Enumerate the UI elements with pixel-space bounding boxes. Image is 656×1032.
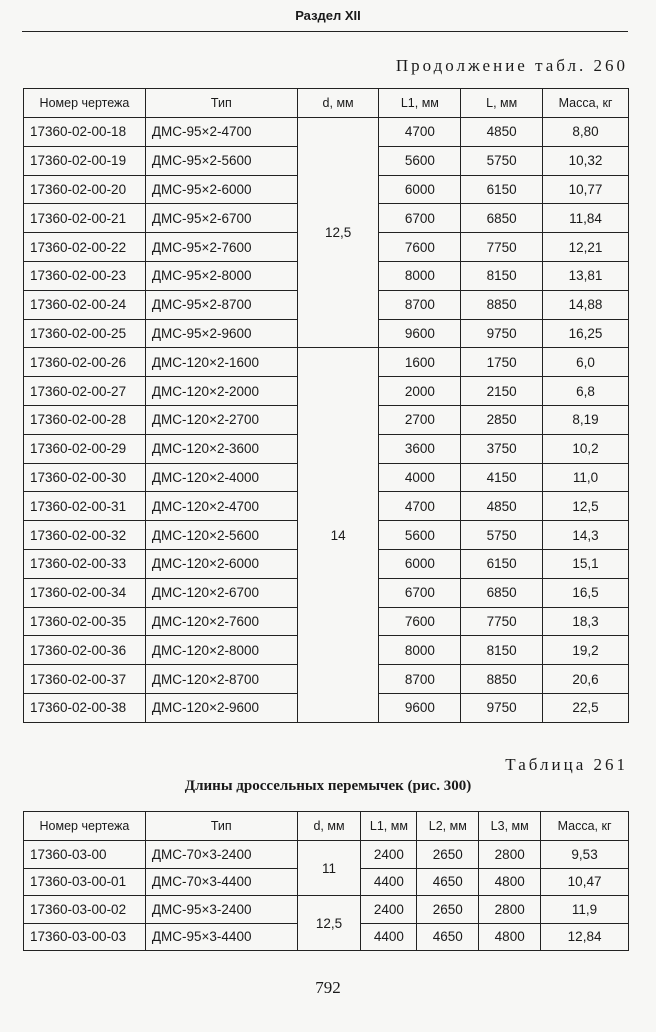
table-260 [23,88,629,723]
drawing-number-cell: 17360-02-00-27 [24,377,146,406]
value-cell: 6000 [379,549,461,578]
type-cell: ДМС-120×2-1600 [145,348,297,377]
diameter-cell: 12,5 [297,118,379,348]
value-cell: 5750 [461,146,543,175]
table-261-title: Длины дроссельных перемычек (рис. 300) [184,778,472,794]
type-cell: ДМС-120×2-4000 [145,463,297,492]
drawing-number-cell: 17360-03-00 [24,841,146,869]
value-cell: 19,2 [543,636,629,665]
value-cell: 8000 [379,261,461,290]
value-cell: 8700 [379,290,461,319]
value-cell: 4400 [361,923,417,951]
value-cell: 7750 [461,233,543,262]
drawing-number-cell: 17360-02-00-24 [24,290,146,319]
column-header: Тип [145,812,297,841]
table-row [24,896,629,924]
value-cell: 13,81 [543,261,629,290]
value-cell: 12,5 [543,492,629,521]
drawing-number-cell: 17360-03-00-02 [24,896,146,924]
type-cell: ДМС-120×2-9600 [145,693,297,722]
value-cell: 7600 [379,233,461,262]
value-cell: 9,53 [541,841,629,869]
column-header: d, мм [297,89,379,118]
column-header: Масса, кг [541,812,629,841]
value-cell: 4150 [461,463,543,492]
page-number: 792 [315,978,341,997]
drawing-number-cell: 17360-02-00-35 [24,607,146,636]
value-cell: 2650 [417,896,479,924]
column-header: L1, мм [379,89,461,118]
type-cell: ДМС-95×3-4400 [145,923,297,951]
drawing-number-cell: 17360-02-00-28 [24,405,146,434]
value-cell: 6700 [379,204,461,233]
type-cell: ДМС-120×2-6700 [145,578,297,607]
type-cell: ДМС-120×2-7600 [145,607,297,636]
value-cell: 10,47 [541,868,629,896]
column-header: Номер чертежа [24,89,146,118]
drawing-number-cell: 17360-03-00-03 [24,923,146,951]
drawing-number-cell: 17360-02-00-32 [24,521,146,550]
type-cell: ДМС-120×2-6000 [145,549,297,578]
value-cell: 5600 [379,146,461,175]
value-cell: 1600 [379,348,461,377]
table-header-row [24,812,629,841]
type-cell: ДМС-95×2-5600 [145,146,297,175]
value-cell: 9600 [379,693,461,722]
type-cell: ДМС-95×2-6000 [145,175,297,204]
column-header: Масса, кг [543,89,629,118]
column-header: L3, мм [479,812,541,841]
value-cell: 14,3 [543,521,629,550]
value-cell: 6000 [379,175,461,204]
value-cell: 5750 [461,521,543,550]
section-title: Раздел XII [295,8,361,23]
value-cell: 7750 [461,607,543,636]
value-cell: 8,80 [543,118,629,147]
value-cell: 6850 [461,578,543,607]
value-cell: 6150 [461,175,543,204]
value-cell: 14,88 [543,290,629,319]
drawing-number-cell: 17360-02-00-37 [24,665,146,694]
value-cell: 1750 [461,348,543,377]
value-cell: 6,0 [543,348,629,377]
value-cell: 18,3 [543,607,629,636]
value-cell: 11,84 [543,204,629,233]
drawing-number-cell: 17360-02-00-19 [24,146,146,175]
value-cell: 16,25 [543,319,629,348]
drawing-number-cell: 17360-02-00-36 [24,636,146,665]
value-cell: 2850 [461,405,543,434]
value-cell: 2800 [479,896,541,924]
drawing-number-cell: 17360-02-00-18 [24,118,146,147]
value-cell: 2000 [379,377,461,406]
value-cell: 4650 [417,923,479,951]
value-cell: 2700 [379,405,461,434]
type-cell: ДМС-70×3-2400 [145,841,297,869]
table-260-body [24,118,629,723]
value-cell: 7600 [379,607,461,636]
drawing-number-cell: 17360-02-00-38 [24,693,146,722]
value-cell: 8850 [461,665,543,694]
value-cell: 4700 [379,118,461,147]
column-header: d, мм [297,812,361,841]
drawing-number-cell: 17360-02-00-23 [24,261,146,290]
header-rule [22,31,628,32]
value-cell: 9750 [461,319,543,348]
value-cell: 8150 [461,261,543,290]
type-cell: ДМС-120×2-8700 [145,665,297,694]
value-cell: 6,8 [543,377,629,406]
value-cell: 2400 [361,896,417,924]
drawing-number-cell: 17360-02-00-21 [24,204,146,233]
type-cell: ДМС-120×2-5600 [145,521,297,550]
value-cell: 12,84 [541,923,629,951]
value-cell: 9750 [461,693,543,722]
drawing-number-cell: 17360-02-00-30 [24,463,146,492]
type-cell: ДМС-95×2-9600 [145,319,297,348]
type-cell: ДМС-95×2-7600 [145,233,297,262]
drawing-number-cell: 17360-03-00-01 [24,868,146,896]
diameter-cell: 11 [297,841,361,896]
column-header: Тип [145,89,297,118]
table-261 [23,811,629,951]
value-cell: 6700 [379,578,461,607]
type-cell: ДМС-120×2-2700 [145,405,297,434]
value-cell: 11,9 [541,896,629,924]
value-cell: 22,5 [543,693,629,722]
value-cell: 6850 [461,204,543,233]
value-cell: 12,21 [543,233,629,262]
diameter-cell: 12,5 [297,896,361,951]
column-header: L, мм [461,89,543,118]
table-header-row [24,89,629,118]
value-cell: 10,2 [543,434,629,463]
type-cell: ДМС-95×2-4700 [145,118,297,147]
value-cell: 5600 [379,521,461,550]
drawing-number-cell: 17360-02-00-31 [24,492,146,521]
value-cell: 11,0 [543,463,629,492]
drawing-number-cell: 17360-02-00-26 [24,348,146,377]
value-cell: 4650 [417,868,479,896]
value-cell: 8000 [379,636,461,665]
type-cell: ДМС-70×3-4400 [145,868,297,896]
value-cell: 16,5 [543,578,629,607]
value-cell: 8150 [461,636,543,665]
value-cell: 4800 [479,923,541,951]
value-cell: 4800 [479,868,541,896]
table-row [24,118,629,147]
value-cell: 15,1 [543,549,629,578]
value-cell: 3600 [379,434,461,463]
value-cell: 2400 [361,841,417,869]
table-261-body [24,841,629,951]
value-cell: 10,77 [543,175,629,204]
drawing-number-cell: 17360-02-00-34 [24,578,146,607]
value-cell: 4400 [361,868,417,896]
column-header: L1, мм [361,812,417,841]
diameter-cell: 14 [297,348,379,722]
type-cell: ДМС-120×2-8000 [145,636,297,665]
table-row [24,348,629,377]
type-cell: ДМС-120×2-3600 [145,434,297,463]
type-cell: ДМС-95×2-6700 [145,204,297,233]
drawing-number-cell: 17360-02-00-33 [24,549,146,578]
drawing-number-cell: 17360-02-00-22 [24,233,146,262]
value-cell: 8700 [379,665,461,694]
table-260-caption: Продолжение табл. 260 [395,56,628,75]
value-cell: 20,6 [543,665,629,694]
table-261-label: Таблица 261 [505,755,628,774]
value-cell: 3750 [461,434,543,463]
type-cell: ДМС-120×2-4700 [145,492,297,521]
value-cell: 4850 [461,118,543,147]
value-cell: 4850 [461,492,543,521]
column-header: Номер чертежа [24,812,146,841]
column-header: L2, мм [417,812,479,841]
value-cell: 2650 [417,841,479,869]
type-cell: ДМС-95×3-2400 [145,896,297,924]
table-row [24,841,629,869]
value-cell: 8,19 [543,405,629,434]
value-cell: 9600 [379,319,461,348]
type-cell: ДМС-95×2-8700 [145,290,297,319]
value-cell: 2150 [461,377,543,406]
value-cell: 6150 [461,549,543,578]
drawing-number-cell: 17360-02-00-25 [24,319,146,348]
type-cell: ДМС-120×2-2000 [145,377,297,406]
value-cell: 10,32 [543,146,629,175]
type-cell: ДМС-95×2-8000 [145,261,297,290]
value-cell: 4000 [379,463,461,492]
value-cell: 8850 [461,290,543,319]
drawing-number-cell: 17360-02-00-29 [24,434,146,463]
value-cell: 4700 [379,492,461,521]
value-cell: 2800 [479,841,541,869]
drawing-number-cell: 17360-02-00-20 [24,175,146,204]
